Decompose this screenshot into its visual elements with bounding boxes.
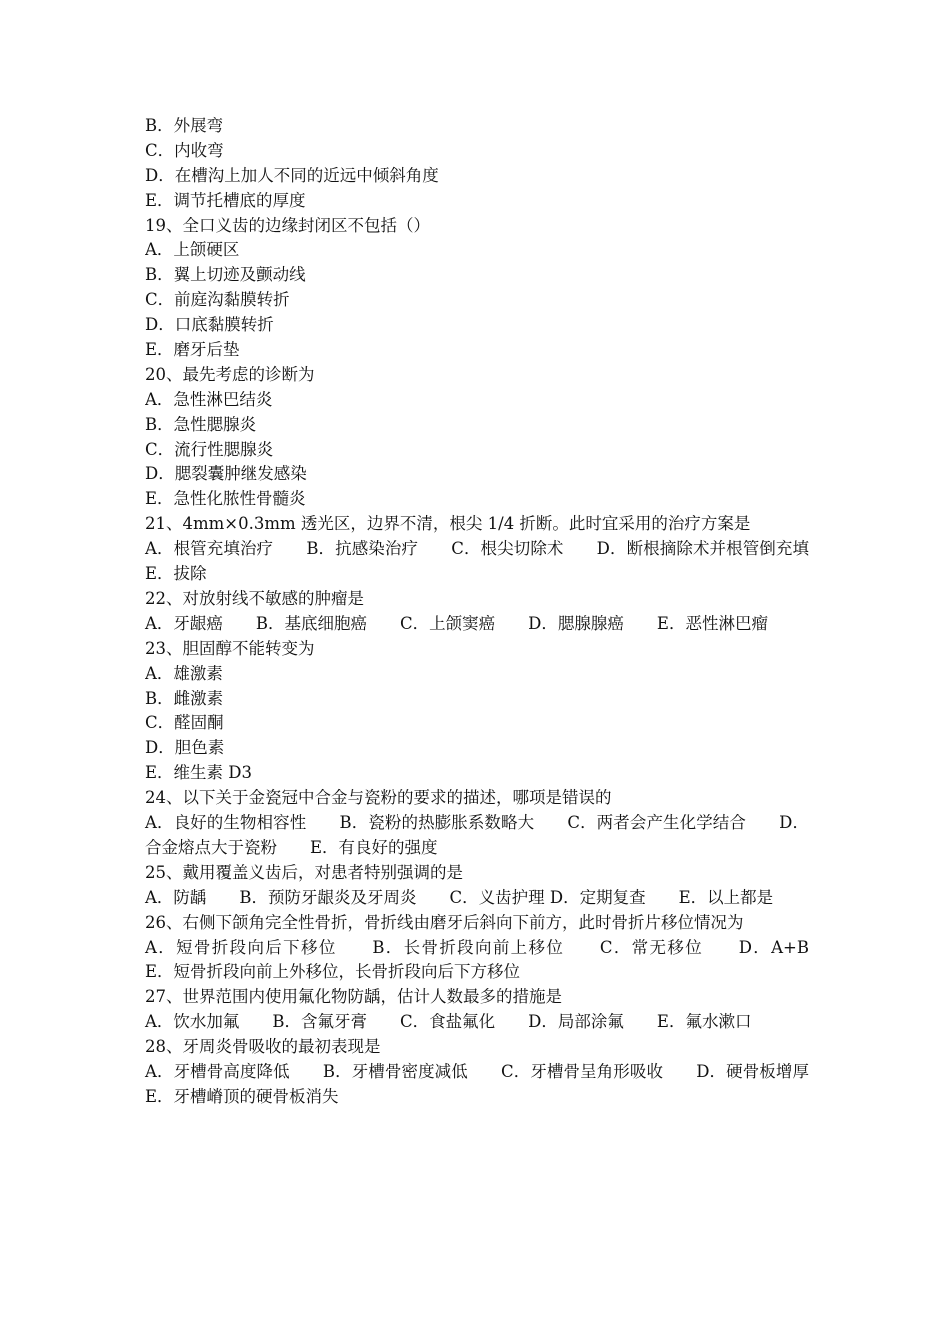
options-27: A．饮水加氟 B．含氟牙膏 C．食盐氟化 D．局部涂氟 E．氟水漱口 bbox=[145, 1012, 752, 1032]
option-line: D．口底黏膜转折 bbox=[145, 315, 274, 335]
options-24: A．良好的生物相容性 B．瓷粉的热膨胀系数略大 C．两者会产生化学结合 D．合金熔点大于瓷粉 E．有良好的强度 bbox=[145, 812, 809, 857]
option-line: E．急性化脓性骨髓炎 bbox=[145, 489, 306, 509]
option-line: B．雌激素 bbox=[145, 688, 224, 708]
option-line: E．磨牙后垫 bbox=[145, 340, 240, 360]
option-line: B．翼上切迹及颤动线 bbox=[145, 265, 306, 285]
option-line: C．内收弯 bbox=[145, 140, 224, 160]
option-line: E．维生素 D3 bbox=[145, 763, 253, 783]
question-28: 28、牙周炎骨吸收的最初表现是 bbox=[145, 1037, 381, 1057]
options-25: A．防龋 B．预防牙龈炎及牙周炎 C．义齿护理 D．定期复查 E．以上都是 bbox=[145, 887, 774, 907]
options-22: A．牙龈癌 B．基底细胞癌 C．上颌窦癌 D．腮腺腺癌 E．恶性淋巴瘤 bbox=[145, 613, 768, 633]
document-page bbox=[145, 114, 842, 1110]
question-21: 21、4mm×0.3mm 透光区，边界不清，根尖 1/4 折断。此时宜采用的治疗方案是 bbox=[145, 514, 751, 534]
option-line: D．胆色素 bbox=[145, 738, 225, 758]
question-26: 26、右侧下颌角完全性骨折，骨折线由磨牙后斜向下前方，此时骨折片移位情况为 bbox=[145, 912, 744, 932]
question-23: 23、胆固醇不能转变为 bbox=[145, 638, 315, 658]
option-line: A．上颌硬区 bbox=[145, 240, 240, 260]
option-line: D．腮裂囊肿继发感染 bbox=[145, 464, 307, 484]
option-line: A．雄激素 bbox=[145, 663, 223, 683]
question-20: 20、最先考虑的诊断为 bbox=[145, 364, 315, 384]
question-24: 24、以下关于金瓷冠中合金与瓷粉的要求的描述，哪项是错误的 bbox=[145, 788, 612, 808]
options-28: A．牙槽骨高度降低 B．牙槽骨密度减低 C．牙槽骨呈角形吸收 D．硬骨板增厚 E．牙槽嵴顶的硬骨板消失 bbox=[145, 1062, 842, 1106]
option-line: C．前庭沟黏膜转折 bbox=[145, 290, 290, 310]
options-26: A．短骨折段向后下移位 B．长骨折段向前上移位 C．常无移位 D．A+B E．短骨折段向前上外移位，长骨折段向后下方移位 bbox=[145, 937, 842, 982]
question-19: 19、全口义齿的边缘封闭区不包括（） bbox=[145, 215, 430, 235]
option-line: D．在槽沟上加人不同的近远中倾斜角度 bbox=[145, 165, 439, 185]
option-line: A．急性淋巴结炎 bbox=[145, 389, 273, 409]
question-22: 22、对放射线不敏感的肿瘤是 bbox=[145, 588, 364, 608]
option-line: B．外展弯 bbox=[145, 116, 224, 135]
question-25: 25、戴用覆盖义齿后，对患者特别强调的是 bbox=[145, 862, 463, 882]
option-line: B．急性腮腺炎 bbox=[145, 414, 257, 434]
question-27: 27、世界范围内使用氟化物防龋，估计人数最多的措施是 bbox=[145, 987, 562, 1007]
options-21: A．根管充填治疗 B．抗感染治疗 C．根尖切除术 D．断根摘除术并根管倒充填 E．拔除 bbox=[145, 539, 842, 584]
option-line: C．醛固酮 bbox=[145, 713, 224, 733]
option-line: E．调节托槽底的厚度 bbox=[145, 190, 306, 210]
option-line: C．流行性腮腺炎 bbox=[145, 439, 274, 459]
